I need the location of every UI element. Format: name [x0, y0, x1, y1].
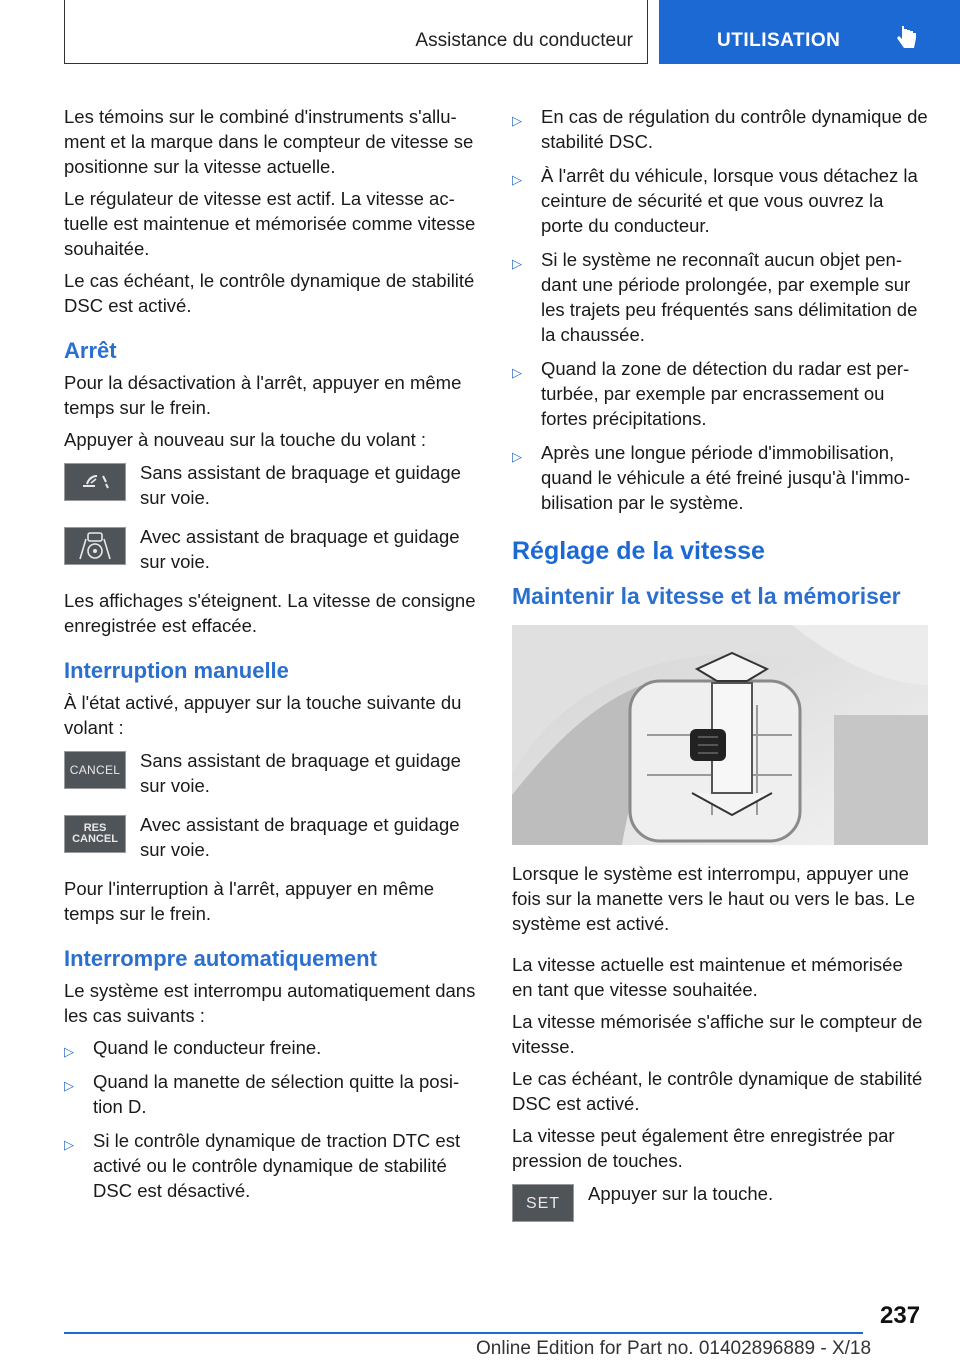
list-item: ▷ En cas de régulation du contrôle dynamique de stabilité DSC. [512, 106, 928, 152]
left-column [64, 104, 476, 1212]
list-item: ▷ Si le contrôle dynamique de traction DTC est activé ou le contrôle dynamique de stabilité DSC est désactivé. [64, 1130, 461, 1201]
icon-description: Avec assistant de braquage et guidage sur voie. [140, 526, 460, 572]
heading-auto: Interrompre automatiquement [64, 946, 377, 971]
paragraph: Le cas échéant, le contrôle dynamique de stabilité DSC est activé. [64, 270, 475, 316]
triangle-bullet-icon: ▷ [512, 449, 522, 464]
heading-interruption: Interruption manuelle [64, 658, 289, 683]
paragraph: Pour l'interruption à l'arrêt, appuyer en même temps sur le frein. [64, 878, 435, 924]
header-tab-label: UTILISATION [717, 30, 841, 51]
list-item: ▷ Quand le conducteur freine. [64, 1035, 476, 1060]
paragraph: La vitesse peut également être enregistrée par pression de touches. [512, 1125, 895, 1171]
paragraph: Lorsque le système est interrompu, appuyer une fois sur la manette vers le haut ou vers le bas. Le système est activé. [512, 863, 916, 934]
paragraph: La vitesse actuelle est maintenue et mémorisée en tant que vitesse souhaitée. [512, 954, 903, 1000]
heading-reglage: Réglage de la vitesse [512, 537, 765, 565]
icon-row [64, 748, 476, 800]
paragraph: Le régulateur de vitesse est actif. La vitesse actuelle est maintenue et mémorisée comme vitesse souhaitée. [64, 188, 476, 259]
icon-description: Appuyer sur la touche. [588, 1183, 774, 1204]
set-label: SET [525, 1194, 561, 1212]
triangle-bullet-icon: ▷ [512, 365, 522, 380]
hand-pointer-icon [895, 24, 919, 52]
list-item: ▷ Quand la manette de sélection quitte la position D. [64, 1071, 460, 1117]
steering-wheel-buttons-photo [512, 625, 928, 845]
paragraph: La vitesse mémorisée s'affiche sur le compteur de vitesse. [512, 1011, 923, 1057]
triangle-bullet-icon: ▷ [512, 256, 522, 271]
list-item: ▷ Quand la zone de détection du radar est perturbée, par exemple par encrassement ou fortes précipitations. [512, 358, 910, 429]
list-item: ▷ Après une longue période d'immobilisation, quand le véhicule a été freiné jusqu'à l'immobilisation par le système. [512, 442, 911, 513]
triangle-bullet-icon: ▷ [512, 172, 522, 187]
heading-arret: Arrêt [64, 338, 117, 363]
icon-description: Sans assistant de braquage et guidage sur voie. [140, 462, 461, 508]
icon-row [64, 812, 476, 864]
right-column [512, 104, 928, 1245]
res-label: RES [83, 822, 107, 834]
icon-row [512, 1181, 928, 1233]
triangle-bullet-icon: ▷ [64, 1137, 74, 1152]
list-item: ▷ À l'arrêt du véhicule, lorsque vous détachez la ceinture de sécurité et que vous ouvrez la porte du conducteur. [512, 165, 918, 236]
triangle-bullet-icon: ▷ [512, 113, 522, 128]
paragraph: Les témoins sur le combiné d'instruments s'allument et la marque dans le compteur de vitesse se positionne sur la vitesse actuelle. [64, 106, 474, 177]
icon-description: Sans assistant de braquage et guidage sur voie. [140, 750, 461, 796]
footer-edition: Online Edition for Part no. 01402896889 - X/18 [476, 1338, 872, 1359]
paragraph: Le système est interrompu automatiquement dans les cas suivants : [64, 980, 476, 1026]
cancel-button-icon [64, 751, 126, 789]
footer-divider [64, 1332, 863, 1334]
cancel-label: CANCEL [72, 833, 118, 845]
cancel-label: CANCEL [69, 762, 121, 777]
heading-maintenir: Maintenir la vitesse et la mémoriser [512, 583, 901, 609]
steering-assist-icon [64, 527, 126, 565]
paragraph: Les affichages s'éteignent. La vitesse de consigne enregistrée est effacée. [64, 590, 476, 636]
paragraph: Appuyer à nouveau sur la touche du volant : [64, 429, 427, 450]
icon-row [64, 524, 476, 576]
header-section-box [64, 0, 648, 64]
list-item: ▷ Si le système ne reconnaît aucun objet pendant une période prolongée, par exemple sur les trajets peu fréquentés sans délimitation de la chaussée. [512, 249, 918, 345]
paragraph: Pour la désactivation à l'arrêt, appuyer en même temps sur le frein. [64, 372, 462, 418]
lane-assist-off-icon [64, 463, 126, 501]
paragraph: Le cas échéant, le contrôle dynamique de stabilité DSC est activé. [512, 1068, 923, 1114]
res-cancel-button-icon [64, 815, 126, 853]
page-number: 237 [880, 1302, 921, 1329]
triangle-bullet-icon: ▷ [64, 1044, 74, 1059]
header-tab[interactable] [659, 0, 960, 64]
header-section-title: Assistance du conducteur [415, 30, 633, 51]
triangle-bullet-icon: ▷ [64, 1078, 74, 1093]
paragraph: À l'état activé, appuyer sur la touche suivante du volant : [64, 692, 462, 738]
icon-row [64, 460, 476, 512]
icon-description: Avec assistant de braquage et guidage sur voie. [140, 814, 460, 860]
set-button-icon [512, 1184, 574, 1222]
